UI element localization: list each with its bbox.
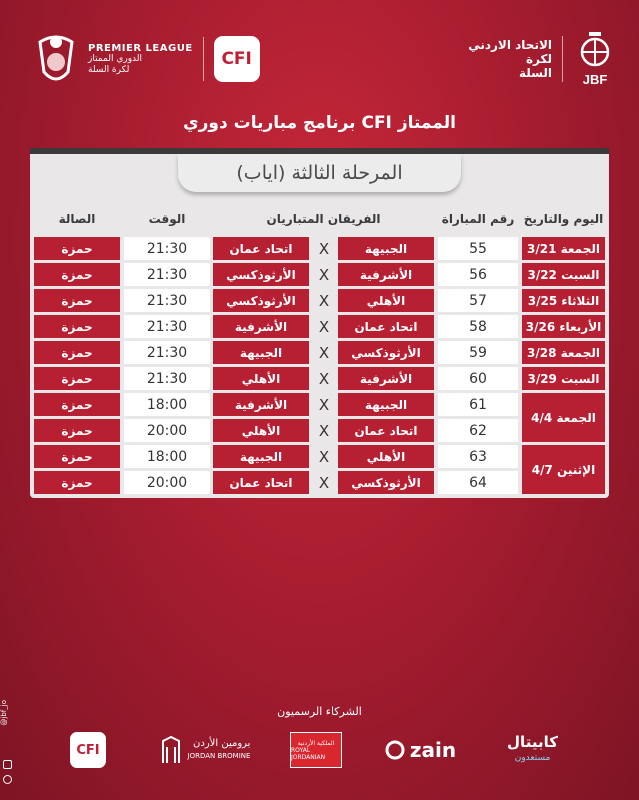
zain-logo-icon [384, 739, 406, 761]
brand-divider [562, 36, 563, 82]
hall-cell: حمزة [34, 289, 120, 312]
bromine-logo-icon [160, 735, 182, 765]
federation-name [468, 38, 552, 80]
team1-cell: اتحاد عمان [338, 315, 434, 338]
partner-zain [380, 730, 460, 770]
royal-name-en: ROYAL JORDANIAN [291, 746, 326, 761]
versus-mark: X [318, 317, 330, 336]
match-number-cell: 55 [438, 237, 518, 260]
versus-mark: X [318, 265, 330, 284]
hall-cell: حمزة [34, 419, 120, 442]
social-handle: @jbf_jo [0, 700, 8, 726]
jbf-logo-icon [573, 30, 617, 88]
match-number-cell: 62 [438, 419, 518, 442]
hall-cell: حمزة [34, 341, 120, 364]
partners-strip [70, 730, 570, 770]
team2-cell: الأرثوذكسي [213, 263, 309, 286]
table-row [30, 262, 609, 288]
date-cell-merged: الجمعة 4/4 [522, 393, 605, 442]
table-row [30, 392, 609, 425]
partner-cfi-logo: CFI [70, 732, 106, 768]
team1-cell: الجبيهة [338, 393, 434, 416]
versus-mark: X [318, 421, 330, 440]
team2-cell: اتحاد عمان [213, 237, 309, 260]
jbf-logo-text: JBF [582, 72, 608, 87]
header-teams: الفريقان المتباريان [266, 212, 381, 226]
header-hall: الصالة [58, 212, 96, 226]
bromine-name-en: JORDAN BROMINE [187, 752, 251, 760]
match-number-cell: 56 [438, 263, 518, 286]
hall-cell: حمزة [34, 445, 120, 468]
date-cell-merged: الإثنين 4/7 [522, 445, 605, 494]
jbf-brand [468, 30, 617, 88]
table-row [30, 340, 609, 366]
table-row [30, 288, 609, 314]
capital-name: كابيتال [507, 733, 558, 751]
team2-cell: الأشرفية [213, 315, 309, 338]
match-number-cell: 64 [438, 471, 518, 494]
premier-league-logo-icon [30, 28, 82, 90]
instagram-icon [3, 760, 12, 769]
match-number-cell: 63 [438, 445, 518, 468]
team1-cell: الأشرفية [338, 263, 434, 286]
federation-line-2: لكرة [525, 52, 552, 66]
brand-divider [203, 37, 204, 81]
team1-cell: الأهلي [338, 289, 434, 312]
time-cell: 21:30 [124, 341, 210, 364]
partner-capital-bank [495, 730, 570, 770]
date-cell: السبت 3/22 [522, 263, 605, 286]
partner-jordan-bromine [145, 730, 265, 770]
table-row [30, 470, 609, 496]
hall-cell: حمزة [34, 315, 120, 338]
page-title: برنامج مباريات دوري CFI الممتاز [183, 113, 456, 133]
time-cell: 21:30 [124, 263, 210, 286]
hall-cell: حمزة [34, 263, 120, 286]
match-number-cell: 57 [438, 289, 518, 312]
versus-mark: X [318, 239, 330, 258]
zain-wordmark: zain [409, 738, 457, 762]
time-cell: 21:30 [124, 315, 210, 338]
match-number-cell: 60 [438, 367, 518, 390]
partner-royal-jordanian [290, 732, 342, 768]
hall-cell: حمزة [34, 367, 120, 390]
date-cell: الجمعة 3/28 [522, 341, 605, 364]
partners-title: الشركاء الرسميون [277, 705, 362, 718]
hall-cell: حمزة [34, 237, 120, 260]
hall-cell: حمزة [34, 471, 120, 494]
match-number-cell: 61 [438, 393, 518, 416]
team1-cell: الجبيهة [338, 237, 434, 260]
team2-cell: الأرثوذكسي [213, 289, 309, 312]
date-cell: الجمعة 3/21 [522, 237, 605, 260]
table-row [30, 444, 609, 477]
hall-cell: حمزة [34, 393, 120, 416]
team1-cell: الأرثوذكسي [338, 341, 434, 364]
match-number-cell: 58 [438, 315, 518, 338]
versus-mark: X [318, 369, 330, 388]
cfi-logo: CFI [214, 36, 260, 82]
capital-tagline: مستعدون [514, 753, 551, 763]
team2-cell: اتحاد عمان [213, 471, 309, 494]
date-cell: السبت 3/29 [522, 367, 605, 390]
team2-cell: الأهلي [213, 419, 309, 442]
team1-cell: الأشرفية [338, 367, 434, 390]
table-header [30, 212, 609, 230]
premier-league-brand [30, 28, 260, 90]
match-number-cell: 59 [438, 341, 518, 364]
team1-cell: الأرثوذكسي [338, 471, 434, 494]
federation-line-3: السلة [518, 66, 552, 80]
federation-line-1: الاتحاد الاردني [468, 38, 552, 52]
facebook-icon [3, 775, 12, 784]
time-cell: 21:30 [124, 367, 210, 390]
time-cell: 18:00 [124, 445, 210, 468]
versus-mark: X [318, 343, 330, 362]
date-cell: الأربعاء 3/26 [522, 315, 605, 338]
league-name-ar-2: لكرة السلة [88, 64, 130, 75]
date-cell: الثلاثاء 3/25 [522, 289, 605, 312]
team2-cell: الجبيهة [213, 445, 309, 468]
bromine-name-ar: برومين الأردن [193, 738, 251, 749]
table-row [30, 366, 609, 392]
versus-mark: X [318, 473, 330, 492]
team2-cell: الأهلي [213, 367, 309, 390]
premier-league-text [88, 43, 193, 76]
table-row [30, 314, 609, 340]
team1-cell: اتحاد عمان [338, 419, 434, 442]
header-time: الوقت [148, 212, 186, 226]
versus-mark: X [318, 291, 330, 310]
royal-name-ar: الملكية الأردنية [297, 739, 335, 747]
team2-cell: الأشرفية [213, 393, 309, 416]
time-cell: 21:30 [124, 289, 210, 312]
league-name-en: PREMIER LEAGUE [88, 42, 193, 54]
table-row [30, 418, 609, 444]
header-date: اليوم والتاريخ [523, 212, 604, 226]
time-cell: 21:30 [124, 237, 210, 260]
time-cell: 18:00 [124, 393, 210, 416]
league-name-ar: الدوري الممتاز [88, 53, 143, 64]
team1-cell: الأهلي [338, 445, 434, 468]
time-cell: 20:00 [124, 471, 210, 494]
phase-title: المرحلة الثالثة (اياب) [178, 154, 461, 192]
schedule-panel [30, 148, 609, 498]
schedule-rows [30, 236, 609, 496]
team2-cell: الجبيهة [213, 341, 309, 364]
table-row [30, 236, 609, 262]
versus-mark: X [318, 447, 330, 466]
time-cell: 20:00 [124, 419, 210, 442]
versus-mark: X [318, 395, 330, 414]
header-number: رقم المباراة [441, 212, 515, 226]
